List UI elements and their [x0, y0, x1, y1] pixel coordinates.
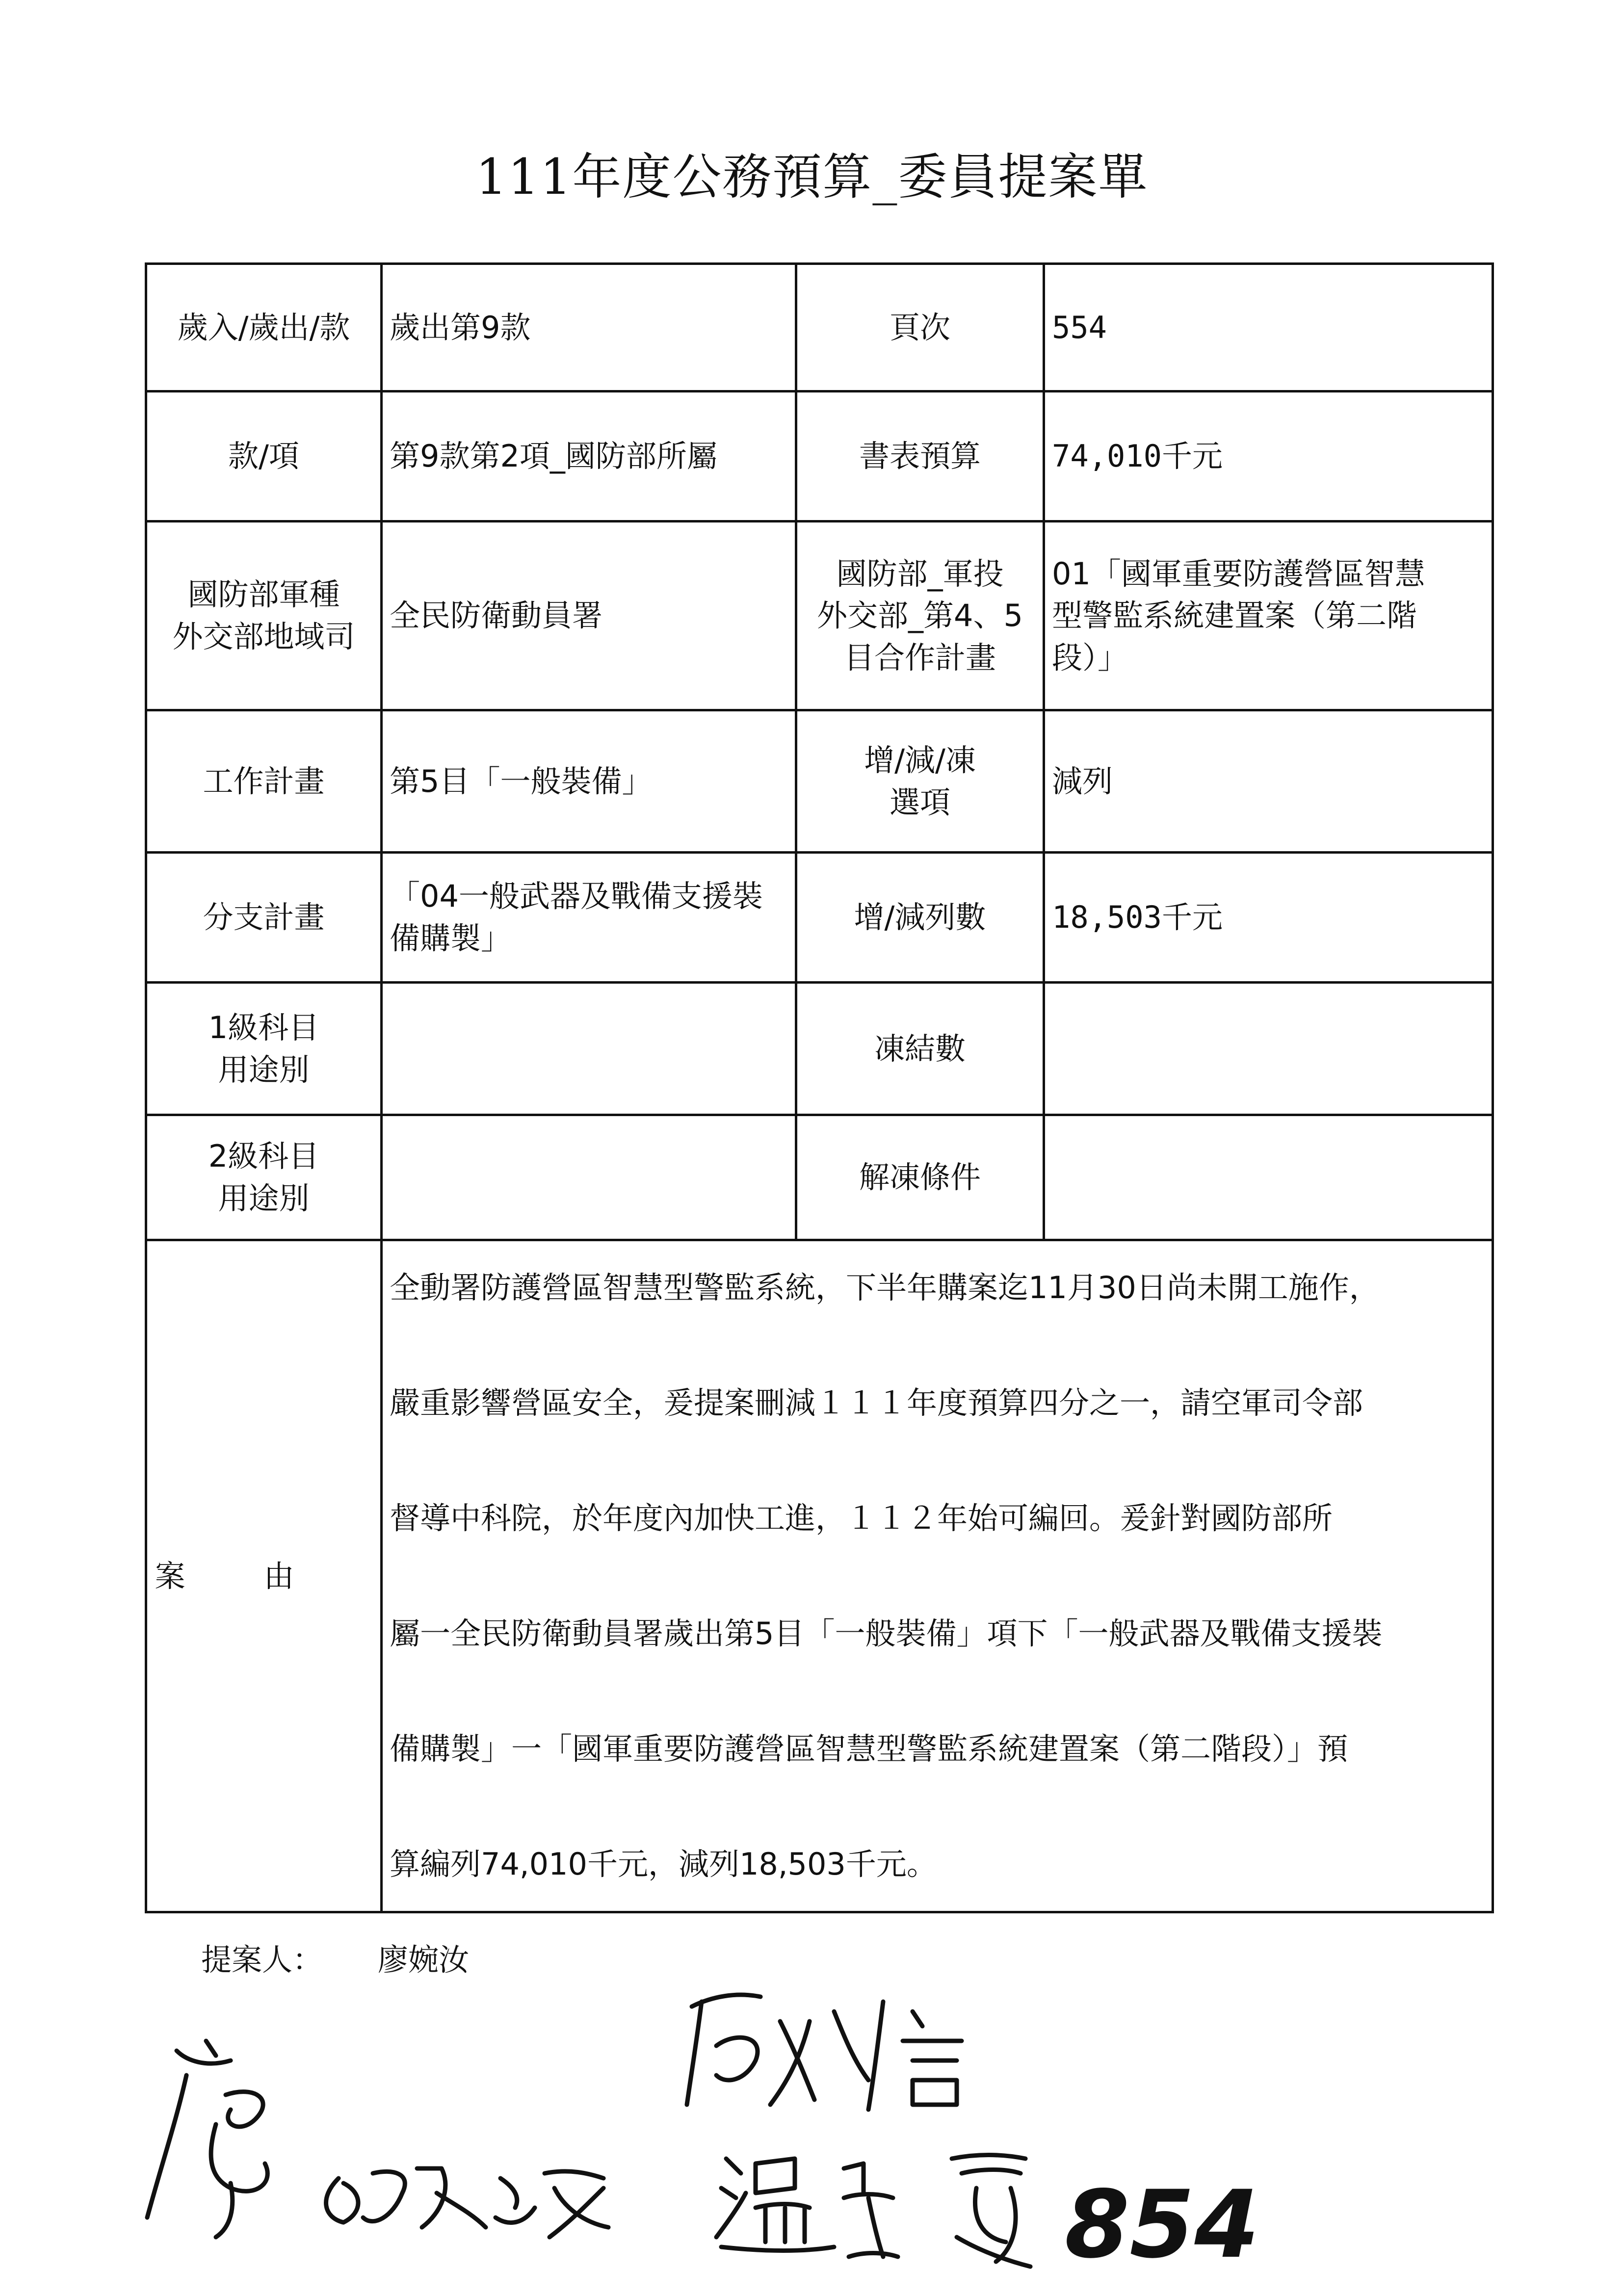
- reason-line: 全動署防護營區智慧型警監系統，下半年購案迄11月30日尚未開工施作，: [390, 1270, 1380, 1305]
- proposer-name: 廖婉汝: [378, 1942, 470, 1978]
- field-value: 第5目「一般裝備」: [382, 710, 796, 853]
- signature-1: [147, 2041, 608, 2237]
- field-label: 解凍條件: [796, 1115, 1044, 1240]
- field-value: 減列: [1044, 710, 1493, 853]
- field-value: 18,503千元: [1044, 853, 1493, 983]
- field-label: 工作計畫: [146, 710, 382, 853]
- label-line: 用途別: [218, 1051, 310, 1088]
- value-line: 備購製」: [390, 920, 512, 956]
- field-value: 全民防衛動員署: [382, 522, 796, 710]
- form-title: 111年度公務預算_委員提案單: [475, 148, 1149, 206]
- label-line: 2級科目: [208, 1138, 319, 1174]
- label-line: 用途別: [218, 1180, 310, 1216]
- signature-note: 854: [1065, 2170, 1259, 2279]
- label-line: 國防部軍種: [187, 576, 340, 613]
- label-line: 外交部地域司: [172, 619, 355, 654]
- label-line: 國防部_軍投: [836, 555, 1004, 592]
- field-label: 書表預算: [796, 391, 1044, 522]
- reason-line: 算編列74,010千元，減列18,503千元。: [390, 1846, 937, 1882]
- reason-line: 督導中科院，於年度內加快工進，１１２年始可編回。爰針對國防部所: [390, 1500, 1333, 1536]
- value-line: 01「國軍重要防護營區智慧: [1052, 555, 1425, 592]
- label-line: 外交部_第4、5: [817, 598, 1023, 634]
- field-value: 第9款第2項_國防部所屬: [382, 391, 796, 522]
- label-line: 1級科目: [208, 1009, 319, 1045]
- reason-line: 嚴重影響營區安全，爰提案刪減１１１年度預算四分之一，請空軍司令部: [390, 1385, 1363, 1421]
- value-line: 「04一般武器及戰備支援裝: [390, 878, 763, 914]
- value-line: 段）」: [1052, 639, 1128, 676]
- reason-line: 備購製」一「國軍重要防護營區智慧型警監系統建置案（第二階段）」預: [390, 1731, 1348, 1767]
- label-line: 目合作計畫: [843, 639, 996, 676]
- reason-label: 案由: [146, 1240, 382, 1912]
- reason-line: 屬一全民防衛動員署歲出第5目「一般裝備」項下「一般武器及戰備支援裝: [390, 1616, 1383, 1651]
- field-value: 74,010千元: [1044, 391, 1493, 522]
- signature-3: [716, 2155, 1030, 2267]
- field-value: 554: [1044, 264, 1493, 391]
- field-label: 款/項: [146, 391, 382, 522]
- field-label: 凍結數: [796, 983, 1044, 1115]
- signature-2: [687, 1995, 962, 2110]
- field-label: 增/減列數: [796, 853, 1044, 983]
- label-line: 增/減/凍: [864, 742, 976, 778]
- value-line: 型警監系統建置案（第二階: [1052, 598, 1417, 634]
- proposer-label: 提案人：: [201, 1942, 323, 1978]
- label-line: 選項: [889, 784, 950, 820]
- field-value: 歲出第9款: [382, 264, 796, 391]
- field-label: 歲入/歲出/款: [146, 264, 382, 391]
- field-label: 頁次: [796, 264, 1044, 391]
- field-label: 分支計畫: [146, 853, 382, 983]
